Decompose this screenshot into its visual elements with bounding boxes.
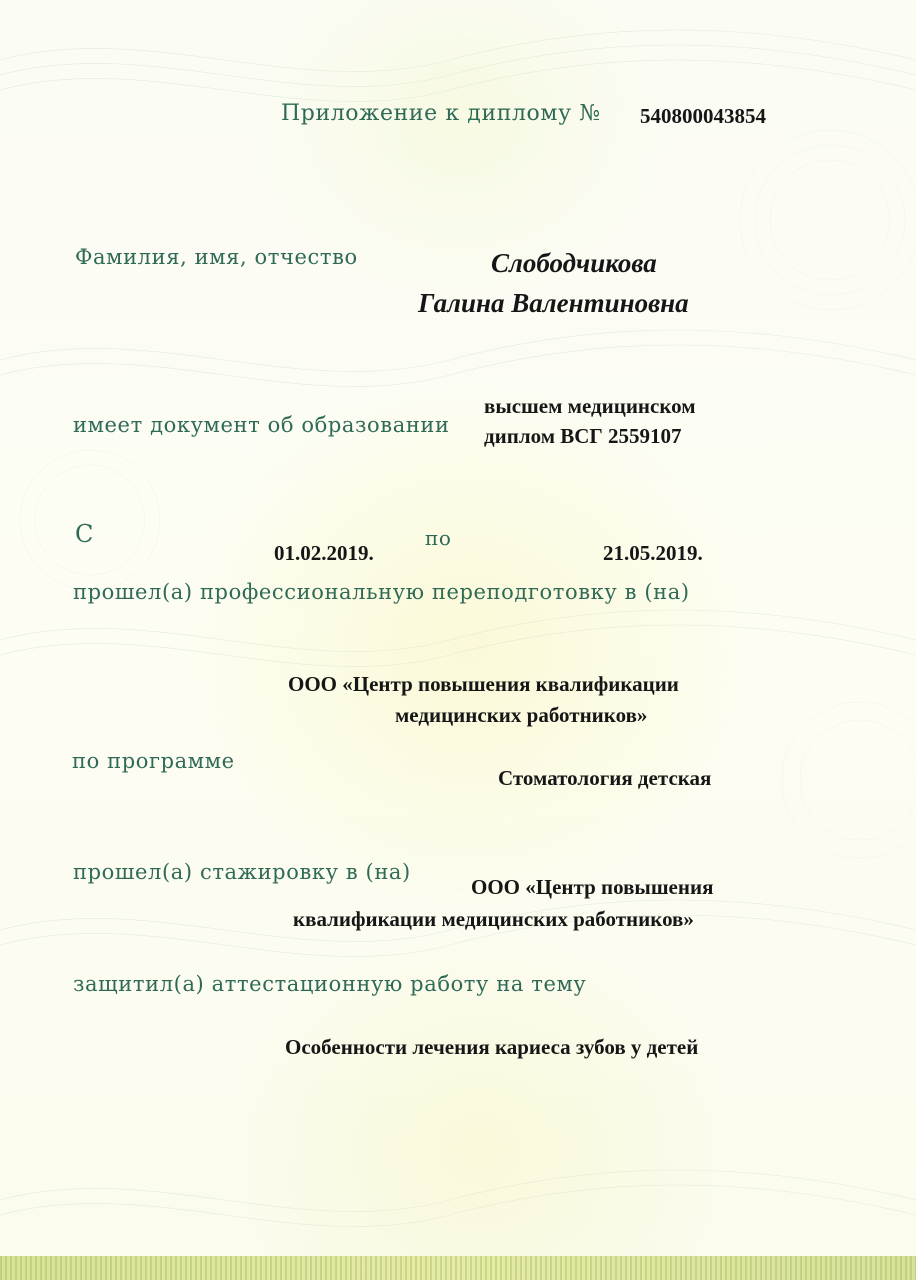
- full-name-label: Фамилия, имя, отчество: [75, 245, 358, 269]
- period-from-label: С: [75, 520, 94, 548]
- retraining-org-line1: ООО «Центр повышения квалификации: [288, 672, 679, 696]
- decorative-bottom-border: [0, 1256, 916, 1280]
- program-label: по программе: [72, 749, 235, 773]
- education-diploma-value: диплом ВСГ 2559107: [484, 424, 682, 448]
- retraining-label: прошел(а) профессиональную переподготовку в (на): [73, 580, 690, 604]
- internship-label: прошел(а) стажировку в (на): [73, 860, 411, 884]
- period-to-label: по: [425, 526, 452, 550]
- period-to-date: 21.05.2019.: [603, 541, 703, 565]
- thesis-label: защитил(а) аттестационную работу на тему: [73, 972, 587, 996]
- surname-value: Слободчикова: [491, 248, 657, 278]
- given-names-value: Галина Валентиновна: [418, 288, 689, 318]
- education-document-label: имеет документ об образовании: [73, 413, 450, 437]
- period-from-date: 01.02.2019.: [274, 541, 374, 565]
- program-value: Стоматология детская: [498, 766, 712, 790]
- diploma-supplement-title: Приложение к диплому №: [281, 101, 601, 126]
- diploma-number: 540800043854: [640, 104, 766, 128]
- education-level-value: высшем медицинском: [484, 394, 696, 418]
- thesis-topic: Особенности лечения кариеса зубов у детей: [285, 1035, 699, 1059]
- retraining-org-line2: медицинских работников»: [395, 703, 648, 727]
- internship-org-line1: ООО «Центр повышения: [471, 875, 714, 899]
- internship-org-line2: квалификации медицинских работников»: [293, 907, 694, 931]
